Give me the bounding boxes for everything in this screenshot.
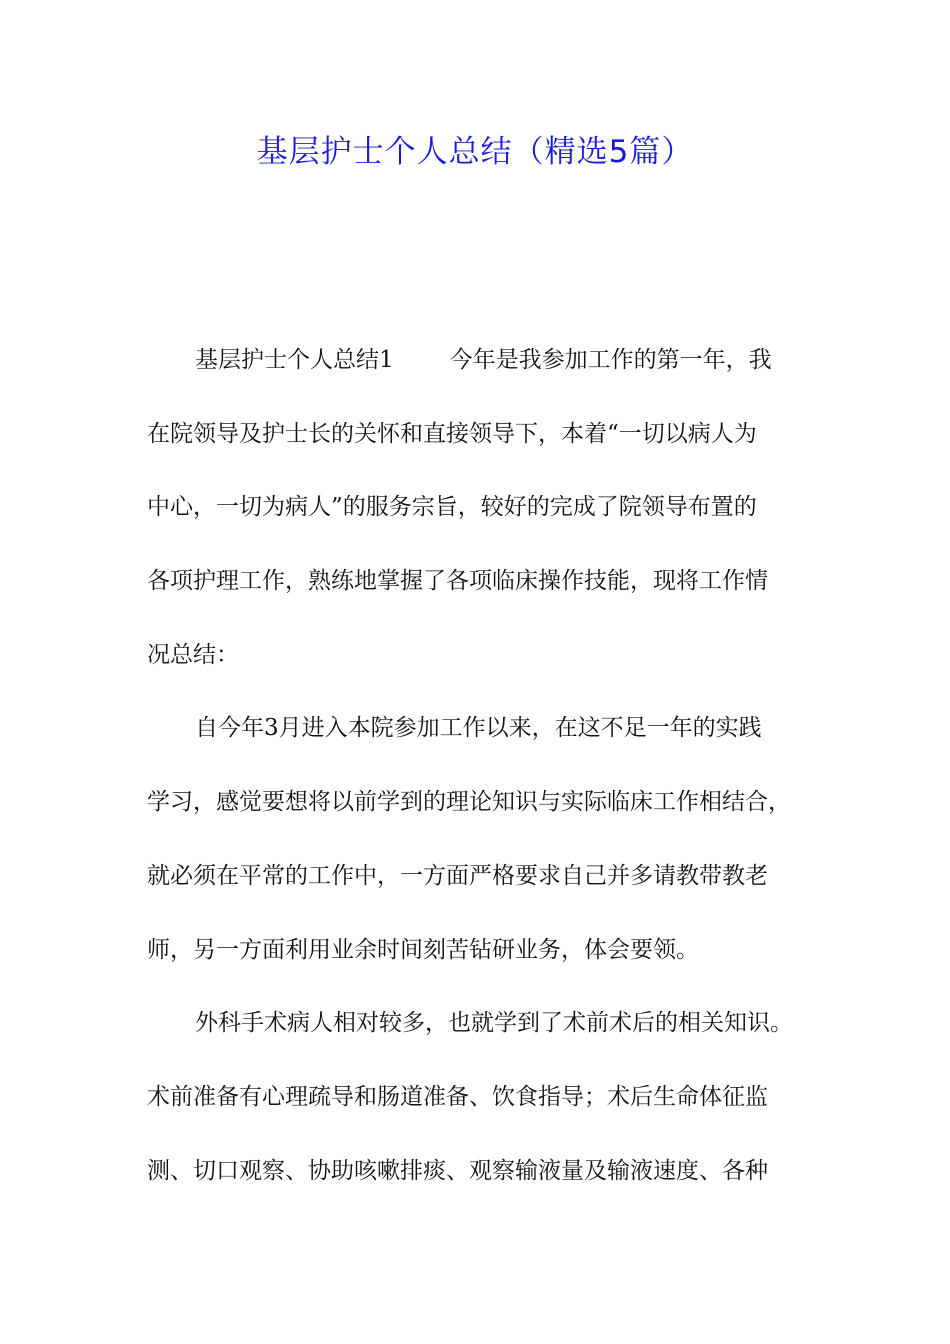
text-line: 测、切口观察、协助咳嗽排痰、观察输液量及输液速度、各种 [147,1157,768,1184]
text-line [147,336,813,384]
text-line: 各项护理工作，熟练地掌握了各项临床操作技能，现将工作情 [147,568,768,595]
page-title: 基层护士个人总结（精选5篇） [256,134,694,170]
text-line: 况总结： [147,641,239,668]
text-line: 学习，感觉要想将以前学到的理论知识与实际临床工作相结合， [147,789,791,816]
text-line: 外科手术病人相对较多，也就学到了术前术后的相关知识。 [195,1010,793,1037]
text-line: 在院领导及护士长的关怀和直接领导下，本着“一切以病人为 [147,420,757,447]
text-line: 中心，一切为病人”的服务宗旨，较好的完成了院领导布置的 [147,494,757,521]
section-label: 基层护士个人总结1 [195,347,394,373]
line-text: 今年是我参加工作的第一年，我 [449,347,772,373]
document-body [147,336,813,1220]
text-line: 就必须在平常的工作中，一方面严格要求自己并多请教带教老 [147,862,768,889]
text-line: 自今年3月进入本院参加工作以来，在这不足一年的实践 [195,715,762,742]
text-line: 师，另一方面利用业余时间刻苦钻研业务，体会要领。 [147,936,699,963]
text-line: 术前准备有心理疏导和肠道准备、饮食指导；术后生命体征监 [147,1083,768,1110]
